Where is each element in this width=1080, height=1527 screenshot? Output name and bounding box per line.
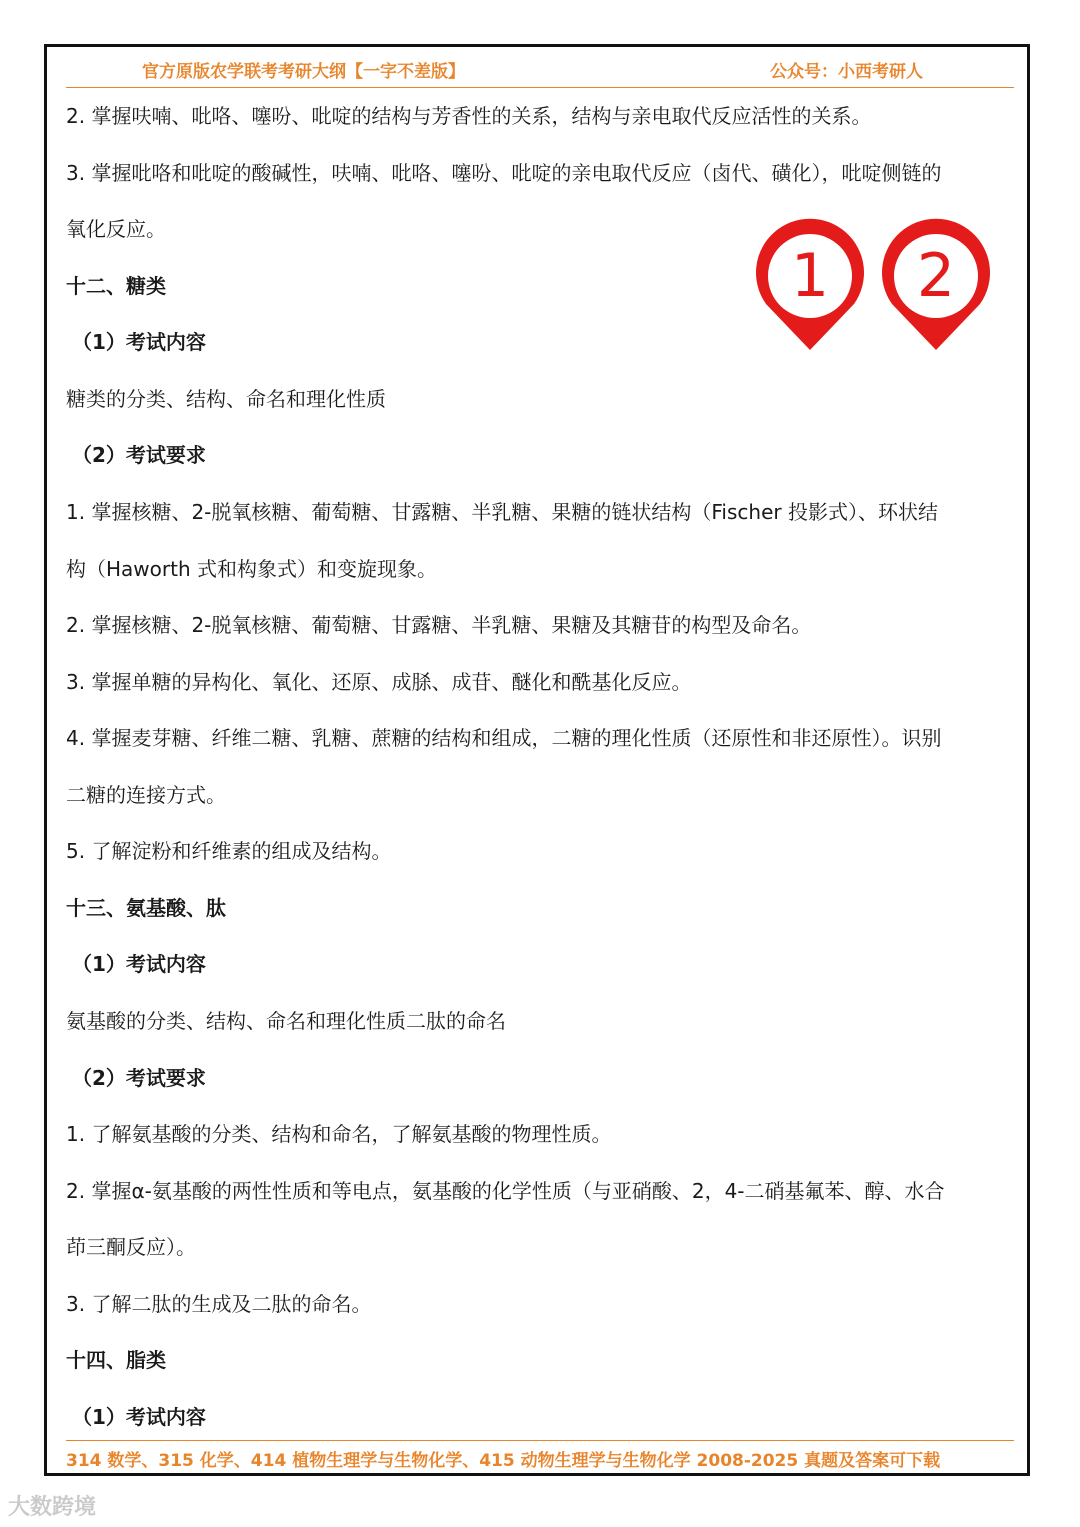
footer-rule [66, 1440, 1014, 1441]
body-line: 1. 了解氨基酸的分类、结构和命名，了解氨基酸的物理性质。 [66, 1122, 612, 1146]
header-title: 官方原版农学联考考研大纲【一字不差版】 [142, 62, 465, 82]
section-heading: 十二、糖类 [66, 274, 166, 298]
subsection-heading: （1）考试内容 [72, 1405, 206, 1429]
pin-number-1: 1 [790, 241, 830, 311]
body-line: 2. 掌握核糖、2-脱氧核糖、葡萄糖、甘露糖、半乳糖、果糖及其糖苷的构型及命名。 [66, 613, 812, 637]
body-line: 1. 掌握核糖、2-脱氧核糖、葡萄糖、甘露糖、半乳糖、果糖的链状结构（Fischer 投影式）、环状结 [66, 500, 938, 524]
body-line: 3. 掌握吡咯和吡啶的酸碱性，呋喃、吡咯、噻吩、吡啶的亲电取代反应（卤代、磺化），吡啶侧链的 [66, 161, 942, 185]
body-line: 糖类的分类、结构、命名和理化性质 [66, 387, 386, 411]
page-header [66, 57, 1014, 88]
body-line: 2. 掌握α-氨基酸的两性性质和等电点，氨基酸的化学性质（与亚硝酸、2，4-二硝基氟苯、醇、水合 [66, 1179, 945, 1203]
subsection-heading: （2）考试要求 [72, 1066, 206, 1090]
watermark: 大数跨境 [8, 1495, 97, 1520]
body-line: 二糖的连接方式。 [66, 783, 226, 807]
page-footer: 314 数学、315 化学、414 植物生理学与生物化学、415 动物生理学与生物化学 2008-2025 真题及答案可下载 [66, 1451, 941, 1471]
body-line: 3. 了解二肽的生成及二肽的命名。 [66, 1292, 372, 1316]
location-pins [754, 218, 994, 354]
location-pin-icon [756, 219, 864, 350]
subsection-heading: （2）考试要求 [72, 443, 206, 467]
section-heading: 十四、脂类 [66, 1348, 166, 1372]
subsection-heading: （1）考试内容 [72, 952, 206, 976]
body-line: 构（Haworth 式和构象式）和变旋现象。 [66, 557, 437, 581]
body-line: 氨基酸的分类、结构、命名和理化性质二肽的命名 [66, 1009, 506, 1033]
body-line: 2. 掌握呋喃、吡咯、噻吩、吡啶的结构与芳香性的关系，结构与亲电取代反应活性的关系。 [66, 104, 872, 128]
subsection-heading: （1）考试内容 [72, 330, 206, 354]
body-line: 茚三酮反应）。 [66, 1235, 196, 1259]
header-account: 公众号：小西考研人 [770, 62, 923, 82]
section-heading: 十三、氨基酸、肽 [66, 896, 226, 920]
location-pin-icon [882, 219, 990, 350]
pin-number-2: 2 [916, 241, 956, 311]
body-line: 4. 掌握麦芽糖、纤维二糖、乳糖、蔗糖的结构和组成，二糖的理化性质（还原性和非还原性）。识别 [66, 726, 942, 750]
body-line: 5. 了解淀粉和纤维素的组成及结构。 [66, 839, 392, 863]
body-line: 3. 掌握单糖的异构化、氧化、还原、成脎、成苷、醚化和酰基化反应。 [66, 670, 692, 694]
body-line: 氧化反应。 [66, 217, 166, 241]
